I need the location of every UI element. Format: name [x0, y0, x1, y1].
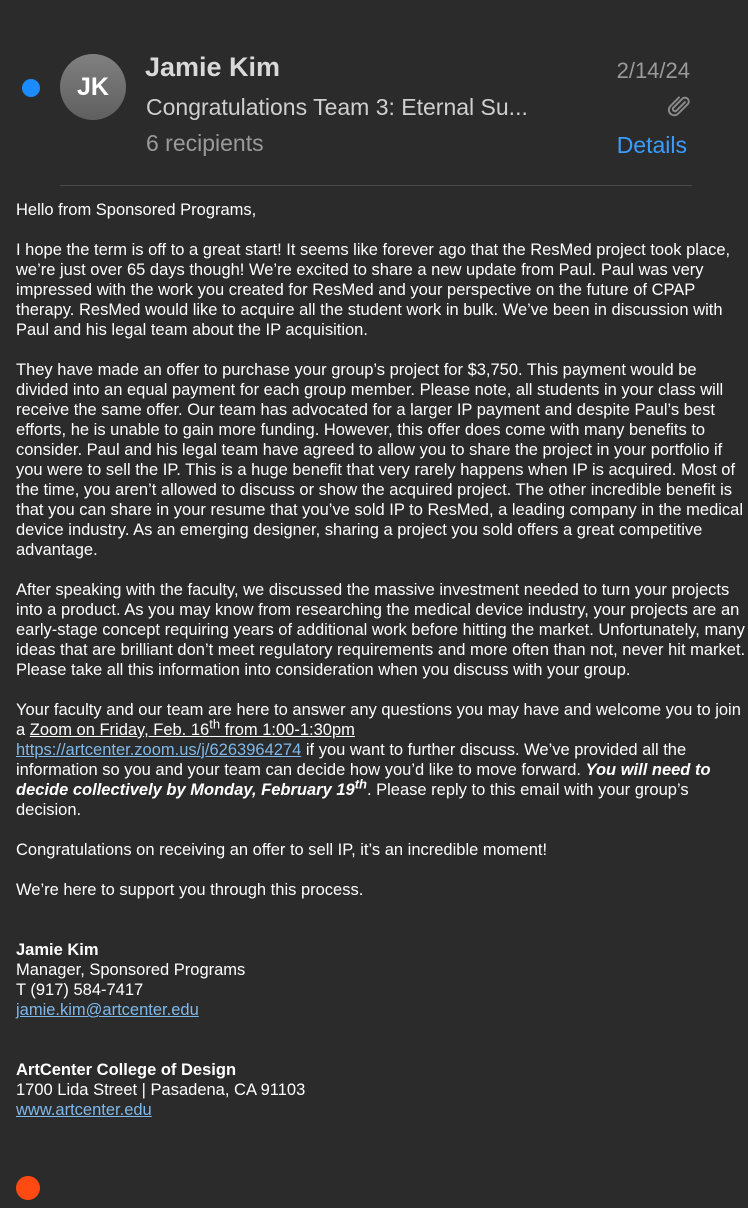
- email-body: [16, 200, 746, 1120]
- paragraph-6: We’re here to support you through this process.: [16, 881, 364, 899]
- p4-end: . Please reply to this email with your group’s decision.: [16, 781, 689, 819]
- avatar: JK: [60, 54, 126, 120]
- greeting: Hello from Sponsored Programs,: [16, 201, 257, 219]
- sender-name: Jamie Kim: [145, 52, 281, 82]
- signature-title: Manager, Sponsored Programs: [16, 961, 246, 979]
- details-button[interactable]: Details: [616, 132, 687, 158]
- email-subject: Congratulations Team 3: Eternal Su...: [146, 94, 528, 120]
- signature-phone: T (917) 584-7417: [16, 981, 144, 999]
- zoom-meeting-text: Zoom on Friday, Feb. 16th from 1:00-1:30pm: [29, 716, 355, 739]
- email-date: 2/14/24: [616, 58, 690, 83]
- p4-mid: if you want to further discuss. We’ve provided all the information so you and your team can decide how you’d like to move forward.: [16, 741, 687, 779]
- p4-intro: Your faculty and our team are here to answer any questions you may have and welcome you to join a: [16, 701, 741, 739]
- website-link[interactable]: www.artcenter.edu: [16, 1101, 152, 1119]
- zoom-link[interactable]: https://artcenter.zoom.us/j/6263964274: [16, 741, 302, 759]
- paragraph-5: Congratulations on receiving an offer to sell IP, it’s an incredible moment!: [16, 841, 548, 859]
- header-divider: [60, 185, 692, 186]
- unread-dot: [22, 79, 40, 97]
- organization-block: [16, 1060, 746, 1120]
- paragraph-1: I hope the term is off to a great start! It seems like forever ago that the ResMed project took place, we’re just over 65 days though! We’re excited to share a new update from Paul. Paul was very impressed with the work you created for ResMed and your perspective on the future of CPAP therapy. ResMed would like to acquire all the student work in bulk. We’ve been in discussion with Paul and his legal team about the IP acquisition.: [16, 241, 731, 339]
- signature-name: Jamie Kim: [16, 941, 99, 959]
- paragraph-3: After speaking with the faculty, we discussed the massive investment needed to turn your projects into a product. As you may know from researching the medical device industry, your projects are an early-stage concept requiring years of additional work before hitting the market. Unfortunately, many ideas that are brilliant don’t meet regulatory requirements and more often than not, never hit market. Please take all this information into consideration when you discuss with your group.: [16, 581, 746, 679]
- paragraph-2: They have made an offer to purchase your group’s project for $3,750. This payment would be divided into an equal payment for each group member. Please note, all students in your class will receive the same offer. Our team has advocated for a larger IP payment and despite Paul’s best efforts, he is unable to gain more funding. However, this offer does come with many benefits to consider. Paul and his legal team have agreed to allow you to share the project in your portfolio if you were to sell the IP. This is a huge benefit that very rarely happens when IP is acquired. Most of the time, you aren’t allowed to discuss or show the acquired project. The other incredible benefit is that you can share in your resume that you’ve sold IP to ResMed, a leading company in the medical device industry. As an emerging designer, sharing a project you sold offers a great competitive advantage.: [16, 361, 744, 559]
- signature-email-link[interactable]: jamie.kim@artcenter.edu: [16, 1001, 199, 1019]
- organization-name: ArtCenter College of Design: [16, 1061, 237, 1079]
- deadline-text: You will need to decide collectively by Monday, February 19th: [16, 761, 711, 799]
- organization-address: 1700 Lida Street | Pasadena, CA 91103: [16, 1081, 306, 1099]
- signature: [16, 940, 746, 1120]
- paragraph-4: [16, 700, 746, 820]
- status-dot[interactable]: [16, 1176, 40, 1200]
- paperclip-icon[interactable]: [666, 94, 692, 120]
- recipients-count[interactable]: 6 recipients: [146, 130, 264, 156]
